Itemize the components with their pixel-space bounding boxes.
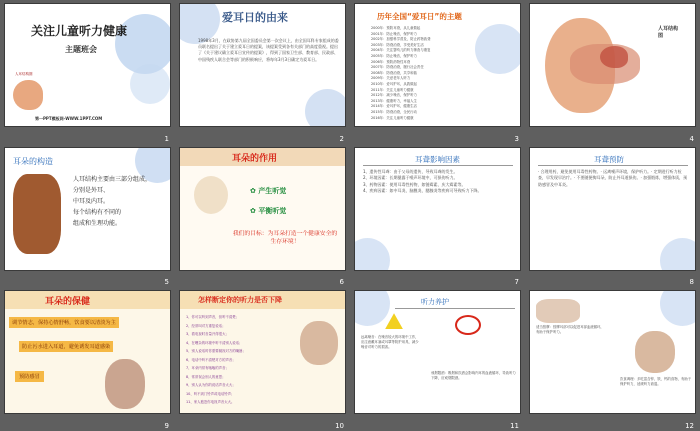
care-item: 预防感冒: [15, 371, 44, 382]
ear-model-image: [13, 174, 61, 254]
list-item: 1、你可以听到声音，但听不清楚；: [186, 315, 240, 320]
title-divider: [538, 165, 688, 166]
list-item: 2007年：防聋治聋，履行社会责任: [371, 65, 424, 70]
flower-decoration: [130, 64, 170, 104]
list-item: 11、家人抱怨你电视声音太大。: [186, 400, 235, 405]
flower-decoration: [660, 290, 696, 326]
cartoon-character: [194, 176, 228, 214]
list-item: 2005年：防止噪音，保护听力: [371, 53, 417, 58]
slide-body: 1998年3月，在政协第九届全国委员会第一次会议上，由全国耳科专家组成的委员联名提出了关于建立爱耳日的提案，该提案受到各有关部门的高度重视。提出了《关于建议确立爱耳日宣传的提案》，得到了国家卫生部、教育部、民政部、中国残疾人联合会等部门的积极响应，将每年3月3日确定为爱耳日。: [198, 38, 339, 62]
list-item: 2008年：防聋治聋，共享和谐: [371, 70, 417, 75]
slide-thumb-3[interactable]: [350, 0, 525, 144]
flower-decoration: [305, 89, 346, 127]
noise-text: 远离噪音：在噪音较大的环境中工作，应注意戴耳塞或耳罩等防护用具，减少噪音对听力的损害。: [361, 335, 419, 350]
slide-title: 耳朵的保健: [45, 297, 91, 308]
goal-text: 我们的目标：为耳朵打造一个健康安全的生存环境！: [232, 230, 338, 245]
function-item: ✿ 平衡听觉: [250, 206, 287, 215]
massage-image: [536, 299, 580, 323]
slide-number: 11: [510, 421, 519, 430]
warning-icon: [385, 313, 403, 329]
slide-title: 爱耳日的由来: [222, 11, 288, 24]
no-smoking-icon: [455, 315, 481, 335]
diet-text: 饮食调理：多吃富含锌、铁、钙的食物，有助于保护听力，延缓听力衰退。: [620, 377, 692, 387]
list-item: 7、耳朵内常有嗡嗡的声音；: [186, 366, 229, 371]
list-item: 4、疾病因素：如中耳炎、脑膜炎、腮腺炎等疾病可导致听力下降。: [363, 188, 482, 194]
slide-title: 人耳结构图: [658, 26, 679, 39]
slide-number: 6: [339, 278, 344, 287]
list-item: 10、听不到门铃声或电话铃声；: [186, 391, 235, 396]
slide-title: 怎样断定你的听力是否下降: [198, 296, 282, 305]
slide-thumb-1[interactable]: [0, 0, 175, 144]
slide-number: 7: [514, 278, 519, 287]
smoking-text: 戒烟限酒：吸烟和饮酒会影响内耳的血液循环，导致听力下降，应戒烟限酒。: [431, 371, 516, 381]
symptom-list: [186, 313, 296, 407]
title-divider: [395, 308, 515, 309]
slide-number: 9: [164, 421, 169, 430]
slide-title: 耳朵的作用: [232, 153, 278, 164]
person-image: [635, 331, 675, 373]
structure-list: [73, 174, 169, 229]
function-item: ✿ 产生听觉: [250, 186, 287, 195]
list-item: 9、别人认为你的说话声音太大；: [186, 383, 236, 388]
list-item: 1、遗传性耳聋：由于父母的遗传，导致耳聋的发生。: [363, 168, 458, 174]
theme-list: [371, 26, 511, 121]
slide-thumb-7[interactable]: [350, 144, 525, 288]
slide-number: 1: [164, 134, 169, 143]
list-item: 2002年：加强科学普及，防止药物致聋: [371, 37, 431, 42]
list-item: 2014年：爱耳护耳，健康生活: [371, 104, 417, 109]
list-item: 3、看电视时音量开得很大；: [186, 332, 229, 337]
list-item: 2010年：爱耳护耳，从我做起: [371, 81, 417, 86]
list-item: 2009年：关爱老年人听力: [371, 76, 411, 81]
list-item: 2、经常叫对方重复说话；: [186, 323, 226, 328]
list-item: 2006年：预防药物性耳聋: [371, 59, 411, 64]
person-image: [105, 359, 145, 409]
slide-title: 耳聋影响因素: [415, 154, 460, 164]
list-item: 2012年：减少噪音，保护听力: [371, 93, 417, 98]
slide-thumb-6[interactable]: [175, 144, 350, 288]
flower-decoration: [660, 238, 696, 271]
ear-illustration: [13, 80, 43, 110]
flower-decoration: [354, 290, 390, 326]
slide-thumb-12[interactable]: [525, 287, 700, 431]
list-item: 4、在嘈杂的环境中听不清别人说话；: [186, 340, 243, 345]
title-divider: [363, 165, 513, 166]
slide-title: 耳聋预防: [594, 154, 624, 164]
list-item: 2011年：关注儿童听力健康: [371, 87, 414, 92]
list-item: 5、别人说话时你需要凝视对方的嘴唇；: [186, 349, 246, 354]
slide-number: 3: [514, 134, 519, 143]
list-item: 2015年：防聋治聋，全民行动: [371, 109, 417, 114]
factor-list: [363, 169, 513, 195]
slide-thumb-4[interactable]: [525, 0, 700, 144]
slide-title: 耳朵的构造: [13, 156, 53, 166]
slide-number: 8: [689, 278, 694, 287]
slide-thumb-8[interactable]: [525, 144, 700, 288]
slide-number: 2: [339, 134, 344, 143]
flower-decoration: [354, 238, 390, 271]
slide-body: · 合理用药，避免使用耳毒性药物。· 远离噪声环境，保护听力。· 定期进行听力检查，早发现早治疗。· 不要随便掏耳朵，防止外耳道损伤。· 加强锻炼，增强体质，预防感冒及中耳炎。: [538, 168, 688, 187]
list-item: 2001年：防止噪音，保护听力: [371, 31, 417, 36]
list-item: 6、电话中听不清楚对方的声音；: [186, 357, 236, 362]
slide-thumb-2[interactable]: [175, 0, 350, 144]
list-item: 3、药物因素：使用耳毒性药物，如链霉素、庆大霉素等。: [363, 181, 466, 187]
footer-text: 第一PPT模板网-WWW.1PPT.COM: [35, 116, 103, 121]
list-item: 分别是外耳、: [73, 186, 110, 194]
slide-thumb-10[interactable]: [175, 287, 350, 431]
slide-title: 历年全国“爱耳日”的主题: [377, 12, 462, 21]
list-item: 2000年：预防耳聋，从儿童做起: [371, 26, 421, 30]
slide-subtitle: 主题班会: [65, 45, 97, 54]
slide-title: 听力养护: [421, 298, 449, 307]
list-item: 2004年：关注婴幼儿的听力筛查与康复: [371, 48, 431, 53]
slide-number: 12: [685, 421, 694, 430]
slide-thumb-9[interactable]: [0, 287, 175, 431]
list-item: 组成和生理功能。: [73, 219, 122, 227]
list-item: 8、常常误会别人的意思；: [186, 374, 226, 379]
care-item: 防止污水进入耳道，避免诱发耳道感染: [19, 341, 113, 352]
inner-ear-illustration: [600, 46, 628, 68]
list-item: 每个结构有不同的: [73, 208, 122, 216]
list-item: 2016年：关注儿童听力健康: [371, 115, 414, 120]
list-item: 2013年：健康听力，幸福人生: [371, 98, 417, 103]
child-image: [300, 321, 338, 365]
list-item: 人耳结构主要由三部分组成，: [73, 175, 152, 183]
list-item: 2、环境因素：长期暴露于噪声环境中，可损伤听力。: [363, 175, 458, 181]
slide-title: 关注儿童听力健康: [31, 24, 128, 38]
care-item: 调节情志，保持心情舒畅，饮食要以清淡为主: [9, 317, 119, 328]
slide-number: 5: [164, 278, 169, 287]
image-label: 人耳结构图: [15, 72, 33, 76]
slide-thumb-11[interactable]: [350, 287, 525, 431]
slide-number: 4: [689, 134, 694, 143]
list-item: 2003年：防聋治聋，享受美好生活: [371, 42, 424, 47]
massage-text: 适当按摩：按摩耳部可以促进耳部血液循环，有助于保护听力。: [536, 325, 604, 335]
slide-thumb-5[interactable]: [0, 144, 175, 288]
slide-number: 10: [335, 421, 344, 430]
list-item: 中耳及内耳。: [73, 197, 110, 205]
